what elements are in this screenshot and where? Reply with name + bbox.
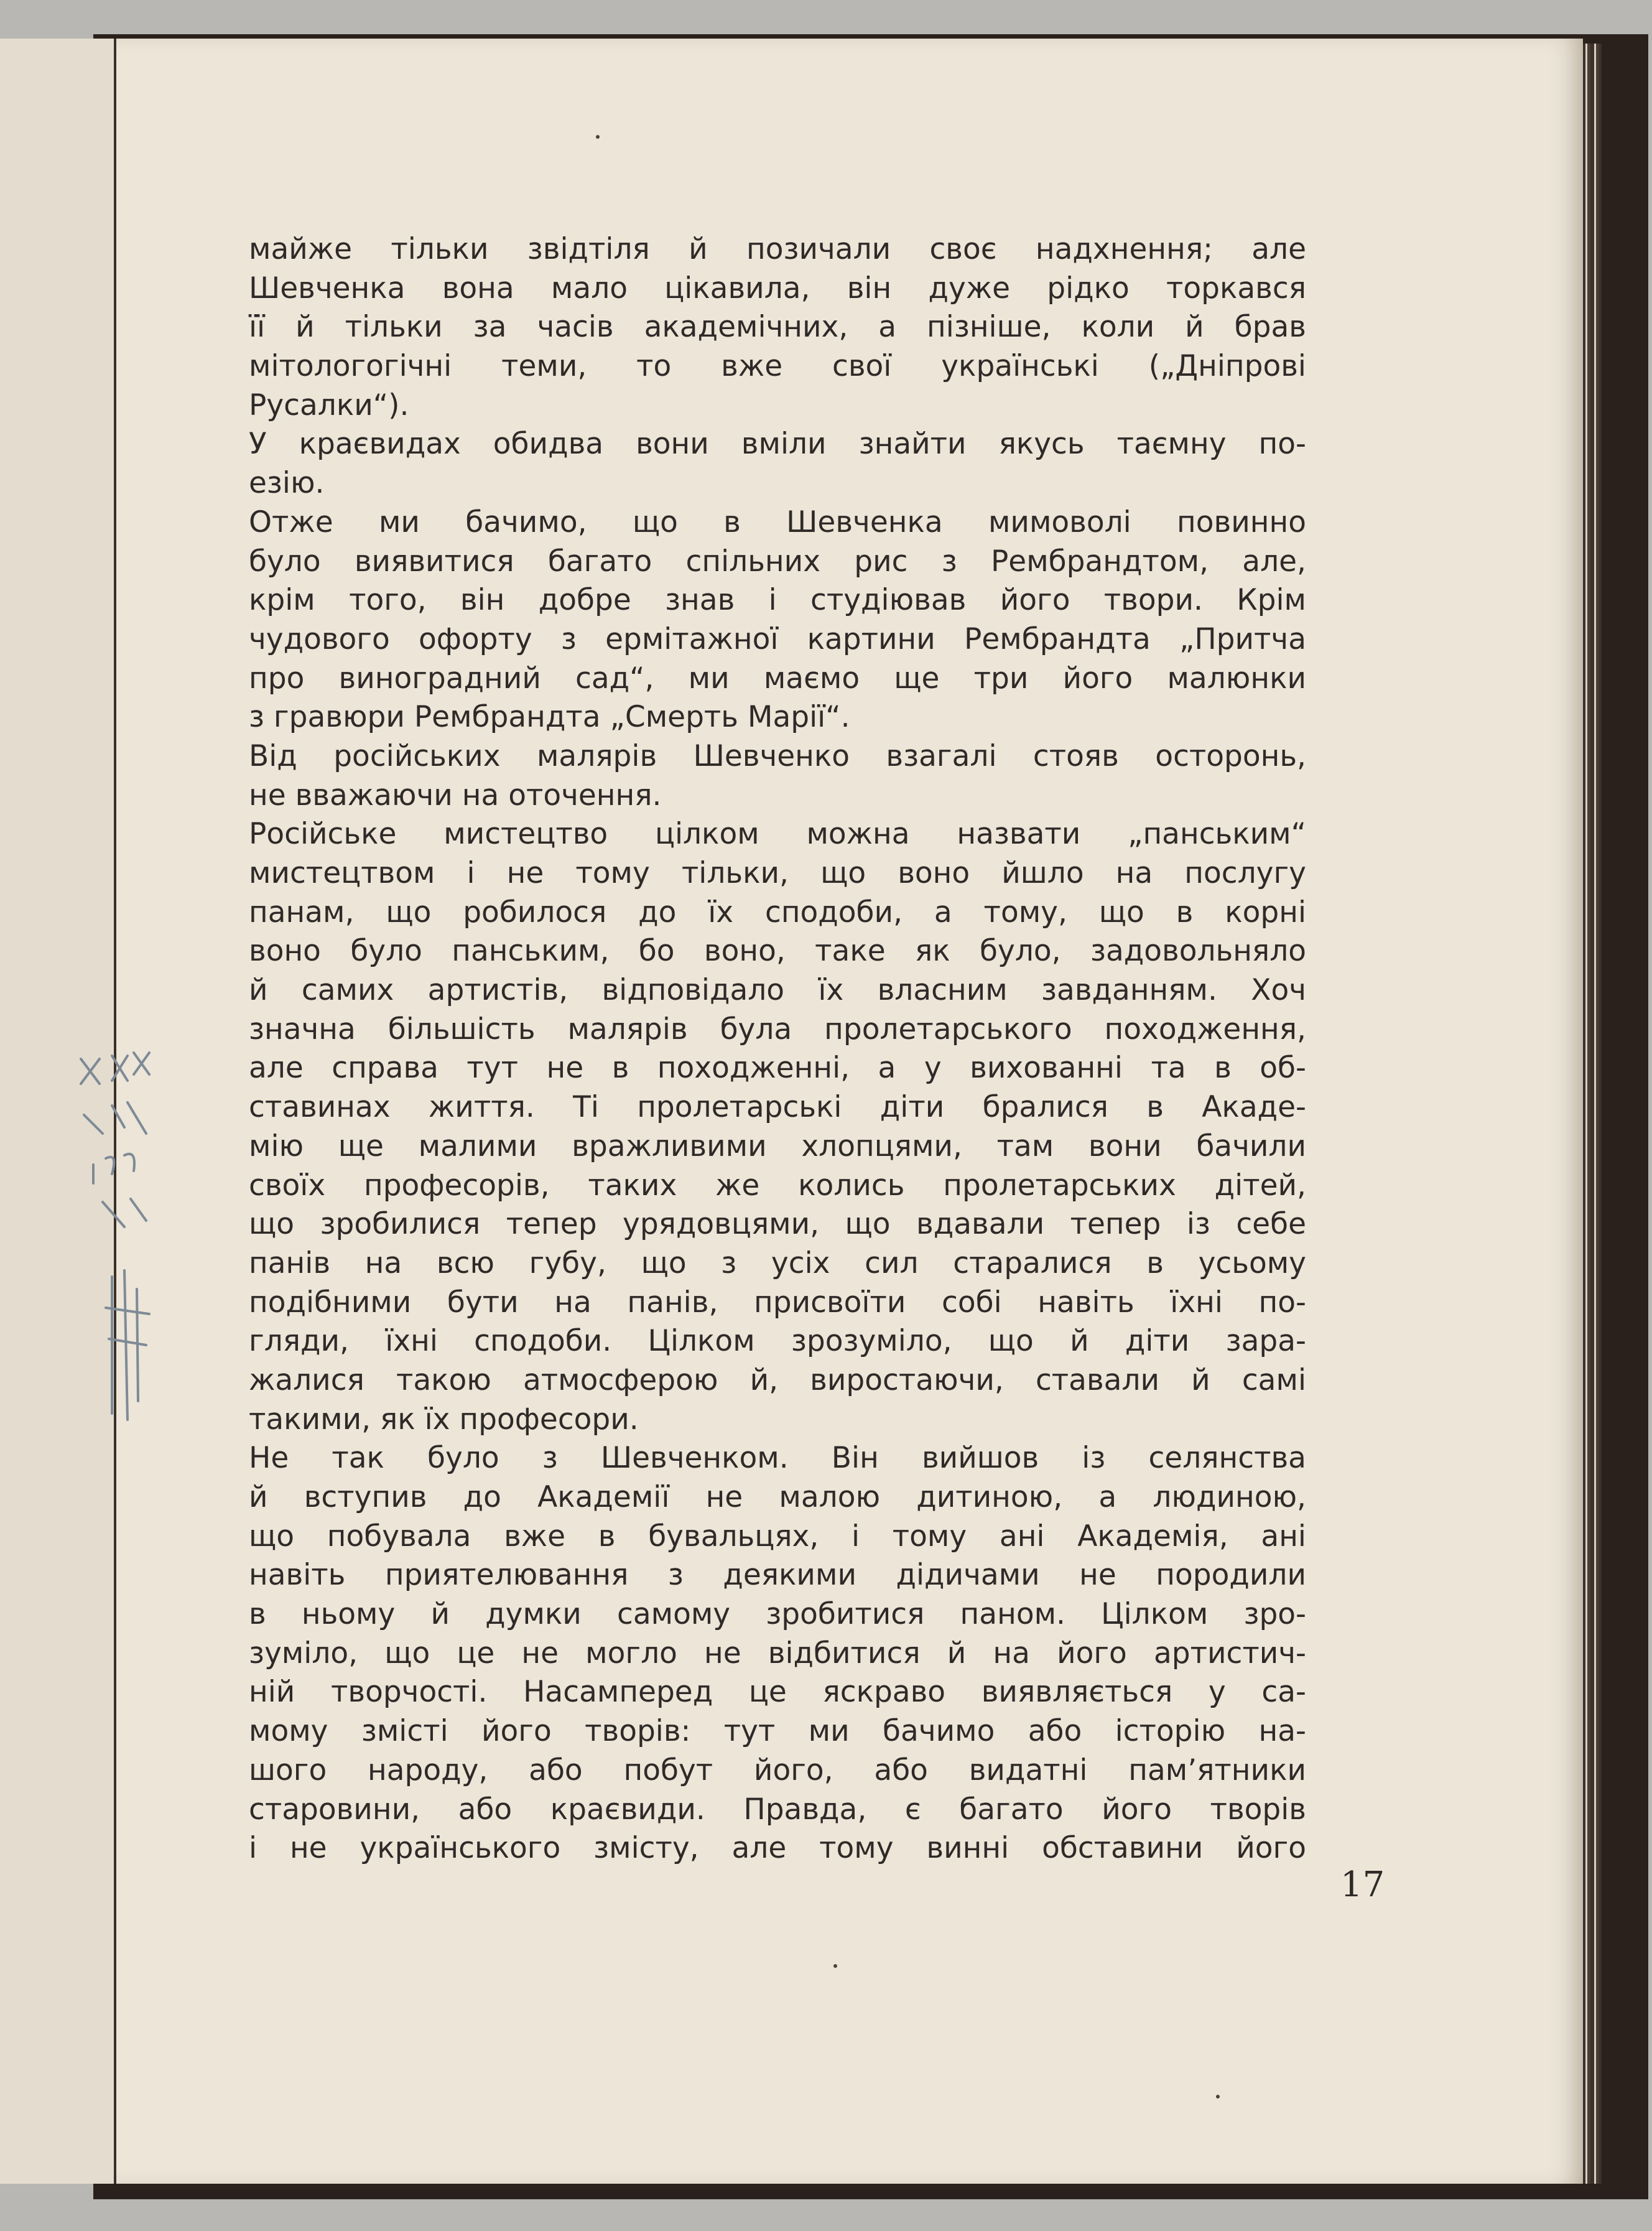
text-line: й самих артистів, відповідало їх власним завданням. Хоч — [249, 973, 1306, 1008]
text-line: значна більшість малярів була пролетарського походження, — [249, 1012, 1306, 1046]
text-line: шого народу, або побут його, або видатні пам’ятники — [249, 1753, 1306, 1787]
text-line: з гравюри Рембрандта „Смерть Марії“. — [249, 700, 850, 735]
text-line: мітологогічні теми, то вже свої українські („Дніпрові — [249, 349, 1306, 384]
text-line: подібними бути на панів, присвоїти собі навіть їхні по- — [249, 1285, 1306, 1320]
text-line: було виявитися багато спільних рис з Рембрандтом, але, — [249, 544, 1306, 579]
text-line: мистецтвом і не тому тільки, що воно йшло на послугу — [249, 856, 1306, 890]
text-line: не вважаючи на оточення. — [249, 778, 662, 813]
text-line: але справа тут не в походженні, а у вихованні та в об- — [249, 1051, 1306, 1086]
text-line: що зробилися тепер урядовцями, що вдавали тепер із себе — [249, 1207, 1306, 1242]
text-line: Від російських малярів Шевченко взагалі стояв осторонь, — [249, 738, 1306, 773]
text-line: що побувала вже в бувальцях, і тому ані Академія, ані — [249, 1519, 1306, 1553]
text-line: в ньому й думки самому зробитися паном. Цілком зро- — [249, 1597, 1306, 1632]
text-line: ній творчості. Насамперед це яскраво виявляється у са- — [249, 1675, 1306, 1710]
body-text — [249, 230, 1306, 1868]
text-line: Отже ми бачимо, що в Шевченка мимоволі повинно — [249, 505, 1306, 539]
text-line: Русалки“). — [249, 388, 409, 422]
page-number: 17 — [1340, 1865, 1385, 1905]
text-line: майже тільки звідтіля й позичали своє надхнення; але — [249, 232, 1306, 266]
text-line: чудового офорту з ермітажної картини Рембрандта „Притча — [249, 622, 1306, 656]
text-line: зуміло, що це не могло не відбитися й на його артистич- — [249, 1636, 1306, 1670]
paper-speck — [596, 135, 600, 139]
text-line: У краєвидах обидва вони вміли знайти якусь таємну по- — [249, 427, 1306, 462]
text-line: Російське мистецтво цілком можна назвати „панським“ — [249, 817, 1306, 852]
text-line: про виноградний сад“, ми маємо ще три його малюнки — [249, 661, 1306, 696]
text-line: жалися такою атмосферою й, виростаючи, ставали й самі — [249, 1362, 1306, 1397]
text-line: старовини, або краєвиди. Правда, є багато його творів — [249, 1792, 1306, 1827]
text-line: ставинах життя. Ті пролетарські діти бралися в Акаде- — [249, 1090, 1306, 1125]
text-line: її й тільки за часів академічних, а пізніше, коли й брав — [249, 310, 1306, 345]
text-line: панам, що робилося до їх сподоби, а тому, що в корні — [249, 895, 1306, 929]
text-line: навіть приятелювання з деякими дідичами не породили — [249, 1558, 1306, 1593]
text-line: й вступив до Академії не малою дитиною, а людиною, — [249, 1480, 1306, 1514]
text-line: мому змісті його творів: тут ми бачимо або історію на- — [249, 1714, 1306, 1749]
text-line: панів на всю губу, що з усіх сил старалися в усьому — [249, 1246, 1306, 1280]
pencil-margin-marks — [68, 1040, 174, 1445]
paper-speck — [1216, 2095, 1220, 2098]
text-line: такими, як їх професори. — [249, 1402, 639, 1437]
text-line: крім того, він добре знав і студіював його твори. Крім — [249, 583, 1306, 618]
text-line: Не так було з Шевченком. Він вийшов із селянства — [249, 1441, 1306, 1476]
text-line: і не українського змісту, але тому винні обставини його — [249, 1831, 1306, 1866]
text-line: своїх професорів, таких же колись пролетарських дітей, — [249, 1168, 1306, 1203]
text-line: Шевченка вона мало цікавила, він дуже рідко торкався — [249, 271, 1306, 305]
paper-speck — [833, 1964, 837, 1968]
text-line: мію ще малими вражливими хлопцями, там вони бачили — [249, 1129, 1306, 1163]
text-line: езію. — [249, 466, 325, 501]
text-line: воно було панським, бо воно, таке як було, задовольняло — [249, 934, 1306, 969]
text-line: гляди, їхні сподоби. Цілком зрозуміло, що й діти зара- — [249, 1324, 1306, 1359]
book-page — [0, 39, 1583, 2184]
